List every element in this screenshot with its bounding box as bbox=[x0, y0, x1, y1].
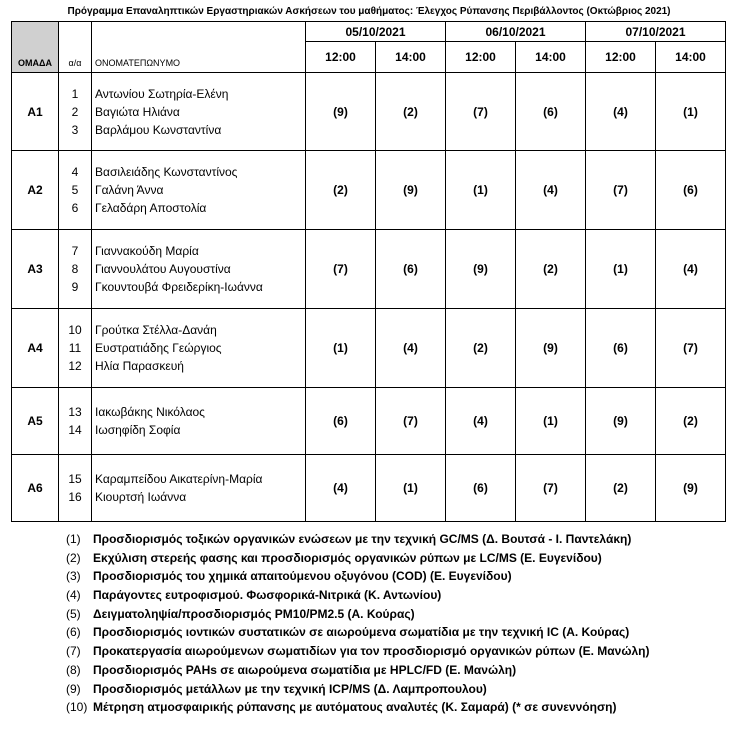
exercise-assignment: (1) bbox=[656, 73, 726, 151]
legend-item bbox=[66, 680, 649, 699]
member-names bbox=[92, 388, 306, 455]
group-id: A1 bbox=[12, 73, 59, 151]
exercise-assignment: (6) bbox=[376, 230, 446, 309]
legend-item bbox=[66, 549, 649, 568]
member-number: 16 bbox=[68, 490, 82, 504]
exercise-assignment: (4) bbox=[656, 230, 726, 309]
group-id: A5 bbox=[12, 388, 59, 455]
exercise-assignment: (7) bbox=[306, 230, 376, 309]
exercise-assignment: (9) bbox=[586, 388, 656, 455]
exercise-assignment: (9) bbox=[446, 230, 516, 309]
legend-text: Εκχύλιση στερεής φασης και προσδιορισμός οργανικών ρύπων με LC/MS (Ε. Ευγενίδου) bbox=[93, 550, 602, 565]
group-header: ΟΜΑΔΑ bbox=[18, 58, 52, 68]
date-header: 06/10/2021 bbox=[446, 22, 586, 42]
legend-number: (9) bbox=[66, 681, 81, 696]
member-name: Γιαννουλάτου Αυγουστίνα bbox=[95, 262, 231, 276]
legend-text: Παράγοντες ευτροφισμού. Φωσφορικά-Νιτρικά (Κ. Αντωνίου) bbox=[93, 588, 442, 603]
name-header: ΟΝΟΜΑΤΕΠΩΝΥΜΟ bbox=[95, 58, 181, 68]
num-header-cell bbox=[59, 22, 92, 73]
exercise-assignment: (1) bbox=[586, 230, 656, 309]
member-number: 13 bbox=[68, 405, 82, 419]
exercise-assignment: (7) bbox=[586, 151, 656, 230]
member-names bbox=[92, 455, 306, 522]
exercise-assignment: (2) bbox=[586, 455, 656, 522]
legend-item bbox=[66, 567, 649, 586]
member-name: Ηλία Παρασκευή bbox=[95, 359, 184, 373]
legend-number: (8) bbox=[66, 662, 81, 677]
legend-text: Προσδιορισμός PAHs σε αιωρούμενα σωματίδια με HPLC/FD (Ε. Μανώλη) bbox=[93, 662, 517, 677]
legend-text: Προκατεργασία αιωρούμενων σωματιδίων για τον προσδιορισμό οργανικών ρύπων (Ε. Μανώλη) bbox=[93, 644, 650, 659]
legend-number: (7) bbox=[66, 644, 81, 659]
member-number: 9 bbox=[71, 280, 79, 294]
member-name: Ιωσηφίδη Σοφία bbox=[95, 423, 181, 437]
date-header: 05/10/2021 bbox=[306, 22, 446, 42]
exercise-assignment: (9) bbox=[656, 455, 726, 522]
member-name: Αντωνίου Σωτηρία-Ελένη bbox=[95, 86, 229, 101]
group-row bbox=[12, 151, 726, 230]
group-row bbox=[12, 230, 726, 309]
member-name: Γαλάνη Άννα bbox=[95, 183, 164, 197]
member-names bbox=[92, 151, 306, 230]
member-numbers bbox=[59, 309, 92, 388]
legend-number: (10) bbox=[66, 700, 88, 715]
member-number: 11 bbox=[68, 341, 82, 355]
exercise-assignment: (9) bbox=[376, 151, 446, 230]
group-header-cell bbox=[12, 22, 59, 73]
member-name: Ευστρατιάδης Γεώργιος bbox=[95, 341, 222, 355]
time-header: 12:00 bbox=[306, 42, 376, 73]
member-number: 3 bbox=[71, 122, 79, 137]
member-number: 5 bbox=[71, 183, 79, 197]
member-number: 8 bbox=[71, 262, 79, 276]
num-header: α/α bbox=[68, 58, 82, 68]
legend-text: Προσδιορισμός μετάλλων με την τεχνική ICP/MS (Δ. Λαμπροπουλου) bbox=[93, 681, 487, 696]
legend-number: (3) bbox=[66, 569, 81, 584]
member-number: 7 bbox=[71, 244, 79, 258]
legend-item bbox=[66, 698, 649, 717]
legend-number: (2) bbox=[66, 550, 81, 565]
member-name: Γιαννακούδη Μαρία bbox=[95, 244, 199, 258]
exercise-assignment: (1) bbox=[446, 151, 516, 230]
group-row bbox=[12, 388, 726, 455]
group-id: A6 bbox=[12, 455, 59, 522]
group-id: A2 bbox=[12, 151, 59, 230]
member-number: 10 bbox=[68, 323, 82, 337]
exercise-assignment: (4) bbox=[446, 388, 516, 455]
exercise-assignment: (6) bbox=[656, 151, 726, 230]
member-name: Κιουρτσή Ιωάννα bbox=[95, 490, 187, 504]
exercise-assignment: (7) bbox=[516, 455, 586, 522]
legend-item bbox=[66, 605, 649, 624]
member-number: 4 bbox=[71, 165, 79, 179]
legend-text: Προσδιορισμός του χημικά απαιτούμενου οξυγόνου (COD) (Ε. Ευγενίδου) bbox=[93, 569, 512, 584]
time-header: 14:00 bbox=[376, 42, 446, 73]
legend-number: (5) bbox=[66, 606, 81, 621]
member-numbers bbox=[59, 388, 92, 455]
member-name: Ιακωβάκης Νικόλαος bbox=[95, 405, 205, 419]
schedule-body bbox=[12, 22, 726, 522]
legend-item bbox=[66, 586, 649, 605]
legend-item bbox=[66, 623, 649, 642]
exercise-assignment: (6) bbox=[446, 455, 516, 522]
member-name: Βασιλειάδης Κωνσταντίνος bbox=[95, 165, 238, 179]
exercise-assignment: (9) bbox=[516, 309, 586, 388]
member-numbers bbox=[59, 455, 92, 522]
legend-item bbox=[66, 661, 649, 680]
legend-text: Προσδιορισμός ιοντικών συστατικών σε αιωρούμενα σωματίδια με την τεχνική IC (Α. Κούρας) bbox=[93, 625, 630, 640]
time-header: 14:00 bbox=[516, 42, 586, 73]
member-numbers bbox=[59, 151, 92, 230]
legend-text: Δειγματοληψία/προσδιορισμός PM10/PM2.5 (Α. Κούρας) bbox=[93, 606, 415, 621]
legend-text: Προσδιορισμός τοξικών οργανικών ενώσεων με την τεχνική GC/MS (Δ. Βουτσά - Ι. Παντελάκη) bbox=[93, 532, 632, 546]
exercise-assignment: (6) bbox=[586, 309, 656, 388]
exercise-assignment: (1) bbox=[306, 309, 376, 388]
exercise-assignment: (2) bbox=[446, 309, 516, 388]
member-name: Βαγιώτα Ηλιάνα bbox=[95, 104, 180, 119]
exercise-assignment: (7) bbox=[446, 73, 516, 151]
member-number: 12 bbox=[68, 359, 82, 373]
legend-list bbox=[66, 530, 649, 717]
member-number: 6 bbox=[71, 201, 79, 215]
group-row bbox=[12, 73, 726, 151]
member-number: 15 bbox=[68, 472, 82, 486]
exercise-assignment: (4) bbox=[306, 455, 376, 522]
member-names bbox=[92, 230, 306, 309]
time-header: 12:00 bbox=[446, 42, 516, 73]
exercise-assignment: (6) bbox=[306, 388, 376, 455]
member-numbers bbox=[59, 230, 92, 309]
group-id: A3 bbox=[12, 230, 59, 309]
exercise-assignment: (1) bbox=[516, 388, 586, 455]
exercise-assignment: (9) bbox=[306, 73, 376, 151]
date-header-row bbox=[12, 22, 726, 42]
legend-item bbox=[66, 530, 649, 549]
member-names bbox=[92, 309, 306, 388]
page-title: Πρόγραμμα Επαναληπτικών Εργαστηριακών Ασκήσεων του μαθήματος: Έλεγχος Ρύπανσης Περιβάλλοντος (Οκτώβριος 2021) bbox=[67, 6, 671, 17]
group-row bbox=[12, 455, 726, 522]
member-name: Καραμπείδου Αικατερίνη-Μαρία bbox=[95, 472, 263, 486]
member-names bbox=[92, 73, 306, 151]
legend-number: (1) bbox=[66, 532, 81, 546]
member-numbers bbox=[59, 73, 92, 151]
date-header: 07/10/2021 bbox=[586, 22, 726, 42]
legend-number: (4) bbox=[66, 588, 81, 603]
exercise-assignment: (4) bbox=[586, 73, 656, 151]
time-header: 12:00 bbox=[586, 42, 656, 73]
member-name: Βαρλάμου Κωνσταντίνα bbox=[95, 122, 222, 137]
exercise-assignment: (2) bbox=[376, 73, 446, 151]
legend-text: Μέτρηση ατμοσφαιρικής ρύπανσης με αυτόματους αναλυτές (Κ. Σαμαρά) (* σε συνεννόηση) bbox=[93, 700, 617, 715]
member-number: 2 bbox=[71, 104, 79, 119]
time-header: 14:00 bbox=[656, 42, 726, 73]
exercise-assignment: (4) bbox=[376, 309, 446, 388]
exercise-assignment: (7) bbox=[656, 309, 726, 388]
group-row bbox=[12, 309, 726, 388]
member-name: Γκουντουβά Φρειδερίκη-Ιωάννα bbox=[95, 280, 263, 294]
schedule-table bbox=[11, 21, 726, 522]
legend-number: (6) bbox=[66, 625, 81, 640]
member-name: Γελαδάρη Αποστολία bbox=[95, 201, 207, 215]
member-number: 1 bbox=[71, 86, 79, 101]
exercise-assignment: (2) bbox=[306, 151, 376, 230]
member-name: Γρούτκα Στέλλα-Δανάη bbox=[95, 323, 217, 337]
exercise-assignment: (2) bbox=[516, 230, 586, 309]
exercise-assignment: (6) bbox=[516, 73, 586, 151]
member-number: 14 bbox=[68, 423, 82, 437]
exercise-assignment: (1) bbox=[376, 455, 446, 522]
group-id: A4 bbox=[12, 309, 59, 388]
name-header-cell bbox=[92, 22, 306, 73]
legend-item bbox=[66, 642, 649, 661]
exercise-assignment: (2) bbox=[656, 388, 726, 455]
exercise-assignment: (7) bbox=[376, 388, 446, 455]
exercise-assignment: (4) bbox=[516, 151, 586, 230]
